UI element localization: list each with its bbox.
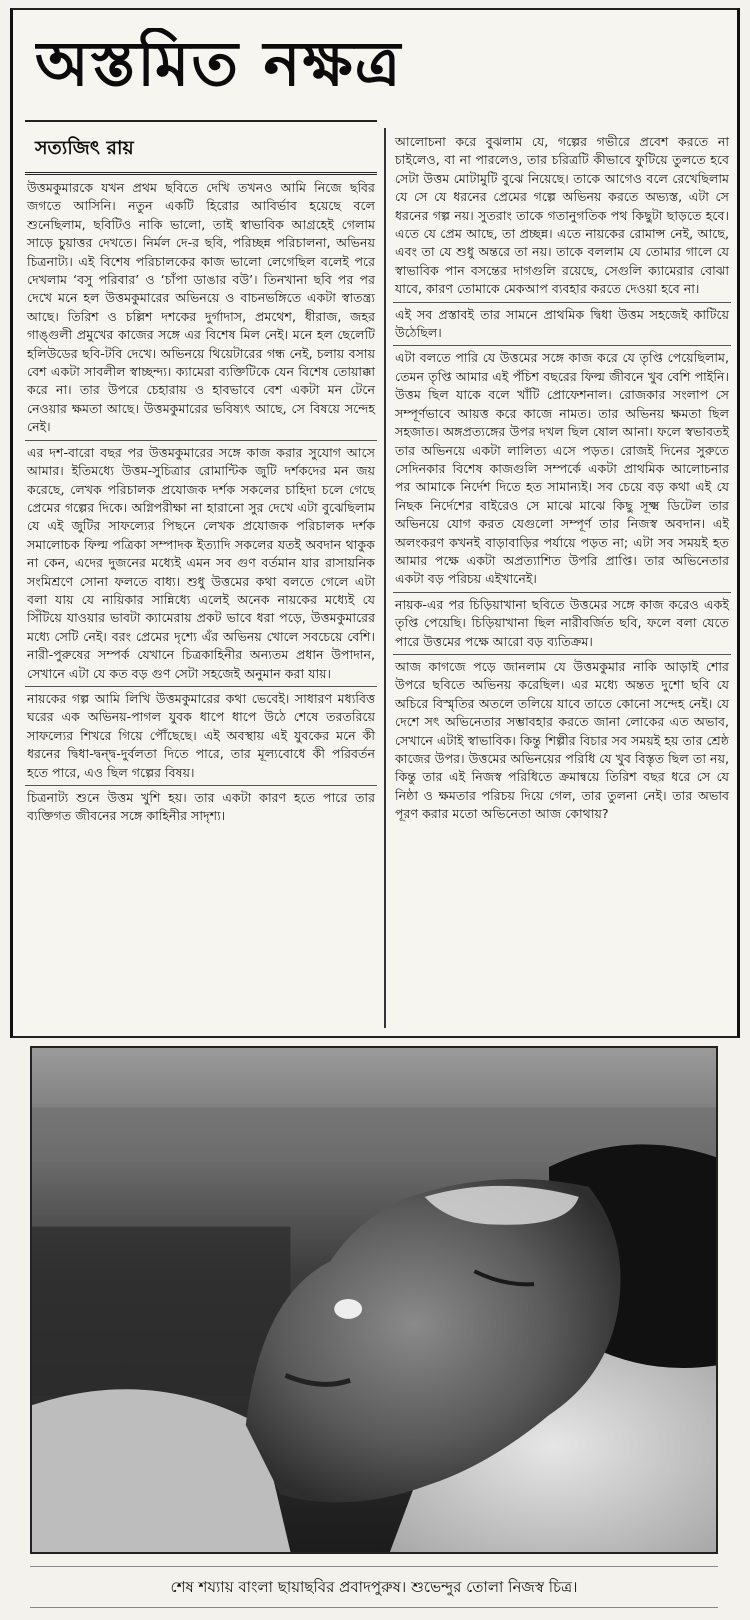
article-paragraph: এটা বলতে পারি যে উত্তমের সঙ্গে কাজ করে যে তৃপ্তি পেয়েছিলাম, তেমন তৃপ্তি আমার এই পঁচিশ বছরের ফিল্ম জীবনে খুব বেশি পাইনি। উত্তম ছিল যাকে বলে খাঁটি প্রোফেশনাল। রোজকার সংলাপ সে সম্পূর্ণভাবে আয়ত্ত করে কাজে নামত। তার অভিনয় ক্ষমতা ছিল সহজাত। অঙ্গপ্রত্যঙ্গের উপর দখল ছিল ষোল আনা। ফলে স্বভাবতই তার অভিনয়ে একটা লালিত্য এসে পড়ত। রোজই দিনের সুরুতে সেদিনকার বিশেষ কাজগুলি সম্পর্কে একটা প্রাথমিক আলোচনার পর আমাকে নির্দেশ দিতে হত সামান্যই। সব চেয়ে বড় কথা এই যে নিছক নির্দেশের বাইরেও সে মাঝে মাঝে কিছু সূক্ষ্ম ডিটেল তার অভিনয়ে যোগ করত যেগুলো সম্পূর্ণ তার নিজস্ব অবদান। এই অলংকরণ কখনই বাড়াবাড়ির পর্যায়ে পড়ত না; এটা সব সময়ই হত আমার পক্ষে একটা অপ্রত্যাশিত উপরি প্রাপ্তি। তার অভিনেতার একটা বড় পরিচয় এইখানেই।	[393, 348, 731, 592]
article-paragraph: আলোচনা করে বুঝলাম যে, গল্পের গভীরে প্রবেশ করতে না চাইলেও, বা না পারলেও, তার চরিত্রটি কীভাবে ফুটিয়ে তুলতে হবে সেটা উত্তম মোটামুটি বুঝে নিয়েছে। তাকে আগেও বলে রেখেছিলাম যে সে যে ধরনের প্রেমের গল্পে অভিনয় করতে অভ্যস্ত, এটা সে ধরনের গল্প নয়। সুতরাং তাকে গতানুগতিক পথ কিছুটা ছাড়তে হবে। এতে যে প্রেম আছে, তা প্রচ্ছন্ন। এতে নায়কের রোমান্স নেই, আছে, এবং তা যে শুধু অন্তরে তা নয়। তাকে বললাম যে তোমার গালে যে স্বাভাবিক পান বসন্তের দাগগুলি রয়েছে, সেগুলি ক্যামেরার বোঝা যাবে, কারণ তোমাকে মেকআপ ব্যবহার করতে দেওয়া হবে না।	[393, 132, 731, 303]
article-paragraph: উত্তমকুমারকে যখন প্রথম ছবিতে দেখি তখনও আমি নিজে ছবির জগতে আসিনি। নতুন একটি হিরোর আবির্ভাব হয়েছে বলে শুনেছিলাম, ছবিটিও নাকি ভালো, তাই স্বাভাবিক আগ্রহেই গেলাম সাড়ে চুয়াত্তর দেখতে। নির্মল দে-র ছবি, পরিচ্ছন্ন পরিচালনা, অভিনয় চিত্রনাট্য। এই বিশেষ পরিচালকের কাজ ভালো লেগেছিল বলেই পরে দেখলাম ‘বসু পরিবার’ ও ‘চাঁপা ডাঙার বউ’। তিনখানা ছবি পর পর দেখে মনে হল উত্তমকুমারের অভিনয়ে ও বাচনভঙ্গিতে একটা স্বাতন্ত্র্য আছে। তিরিশ ও চল্লিশ দশকের দুর্গাদাস, প্রমথেশ, ধীরাজ, জহর গাঙ্গুলী প্রমুখের কাজের সঙ্গে এর বিশেষ মিল নেই। মনে হল ছেলেটি হলিউডের ছবি-টবি দেখে। অভিনয়ে থিয়েটারের গন্ধ নেই, চলায় বসায় বেশ একটা সাবলীল স্বাচ্ছন্দ্য। ক্যামেরা ব্যক্তিটিকে যেন বিশেষ তোয়াক্কা করে না। তার উপরে চেহারায় ও হাবভাবে বেশ একটা মন টেনে নেওয়ার ক্ষমতা আছে। উত্তমকুমারের ভবিষ্যৎ আছে, সে বিষয়ে সন্দেহ নেই।	[25, 178, 377, 441]
article-headline: অস্তমিত নক্ষত্র	[35, 28, 403, 100]
cotton-in-nostril	[334, 1299, 362, 1319]
article-paragraph: নায়কের গল্প আমি লিখি উত্তমকুমারের কথা ভেবেই। সাধারণ মধ্যবিত্ত ঘরের এক অভিনয়-পাগল যুবক ধাপে ধাপে উঠে শেষে তরতরিয়ে সাফল্যের শিখরে গিয়ে পৌঁছেছে। এই অবস্থায় এই যুবকের মনে কী ধরনের দ্বিধা-দ্বন্দ্ব-দুর্বলতা দিতে পারে, তার মূল্যবোধে কী পরিবর্তন হতে পারে, এও ছিল গল্পের বিষয়।	[25, 689, 377, 786]
article-paragraph: চিত্রনাট্য শুনে উত্তম খুশি হয়। তার একটা কারণ হতে পারে তার ব্যক্তিগত জীবনের সঙ্গে কাহিনীর সাদৃশ্য।	[27, 790, 375, 824]
article-author: সত্যজিৎ রায়	[35, 137, 134, 159]
article-paragraph: এই সব প্রস্তাবই তার সামনে প্রাথমিক দ্বিধা উত্তম সহজেই কাটিয়ে উঠেছিল।	[393, 305, 731, 347]
newspaper-clipping	[10, 8, 740, 1038]
article-column-left	[25, 178, 377, 1023]
background-crowd	[32, 1227, 290, 1396]
portrait-photo	[32, 1048, 716, 1552]
byline-box	[25, 120, 377, 175]
article-column-right	[393, 132, 731, 1032]
photo-caption: শেষ শয্যায় বাংলা ছায়াছবির প্রবাদপুরুষ। শুভেন্দুর তোলা নিজস্ব চিত্র।	[30, 1566, 718, 1608]
article-paragraph: আজ কাগজে পড়ে জানলাম যে উত্তমকুমার নাকি আড়াই শোর উপরে ছবিতে অভিনয় করেছিল। এর মধ্যে অন্তত দুশো ছবি যে অচিরে বিস্মৃতির অতলে তলিয়ে যাবে তাতে কোনো সন্দেহ নেই। যে দেশে সৎ অভিনেতার সম্ভাবহার করতে জানা লোকের এত অভাব, সেখানে এটাই স্বাভাবিক। কিন্তু শিল্পীর বিচার সব সময়ই হয় তার শ্রেষ্ঠ কাজের উপর। উত্তমের অভিনয়ের পরিধি যে খুব বিস্তৃত ছিল তা নয়, কিন্তু তার এই নিজস্ব পরিধিতে ক্রমান্বয়ে তিরিশ বছর ধরে সে যে নিষ্ঠা ও ক্ষমতার পরিচয় দিয়ে গেল, তার তুলনা নেই। তার অভাব পূরণ করার মতো অভিনেতা আজ কোথায়?	[395, 658, 729, 822]
article-paragraph: এর দশ-বারো বছর পর উত্তমকুমারের সঙ্গে কাজ করার সুযোগ আসে আমার। ইতিমধ্যে উত্তম-সুচিত্রার রোমান্টিক জুটি দর্শকদের মন জয় করেছে, লেখক পরিচালক প্রযোজক দর্শক সকলের চাহিদা চলে গেছে প্রেমের গল্পের দিকে। অগ্নিপরীক্ষা না হারানো সুর দেখে এটা বুঝেছিলাম যে এই জুটির সাফল্যের পিছনে লেখক প্রযোজক পরিচালক দর্শক সমালোচক ফিল্ম পত্রিকা সম্পাদক ইত্যাদি সকলের যতই অবদান থাকুক না কেন, এদের দুজনের মধ্যেই এমন সব গুণ বর্তমান যার রাসায়নিক সংমিশ্রণে সোনা ফলতে বাধ্য। শুধু উত্তমের কথা বলতে গেলে এটা বলা যায় যে নায়িকার সান্নিধ্যে এলেই অনেক নায়কের মধ্যেই যে সিঁটিয়ে যাওয়ার ভাবটা ক্যামেরায় প্রকট ভাবে ধরা পড়ে, উত্তমকুমারের মধ্যে সেটি নেই। বরং প্রেমের দৃশ্যে এঁর অভিনয় খোলে সবচেয়ে বেশি। নারী-পুরুষের সম্পর্ক যেখানে চিত্রকাহিনীর অন্যতম প্রধান উপাদান, সেখানে এটা যে কত বড় গুণ সেটা সহজেই অনুমান করা যায়।	[25, 443, 377, 687]
article-paragraph: নায়ক-এর পর চিড়িয়াখানা ছবিতে উত্তমের সঙ্গে কাজ করেও একই তৃপ্তি পেয়েছি। চিড়িয়াখানা ছিল নারীবর্জিত ছবি, ফলে বলা যেতে পারে উত্তমের পক্ষে আরো বড় ব্যতিক্রম।	[393, 595, 731, 655]
column-divider	[384, 128, 386, 1028]
photo-frame	[30, 1046, 718, 1554]
